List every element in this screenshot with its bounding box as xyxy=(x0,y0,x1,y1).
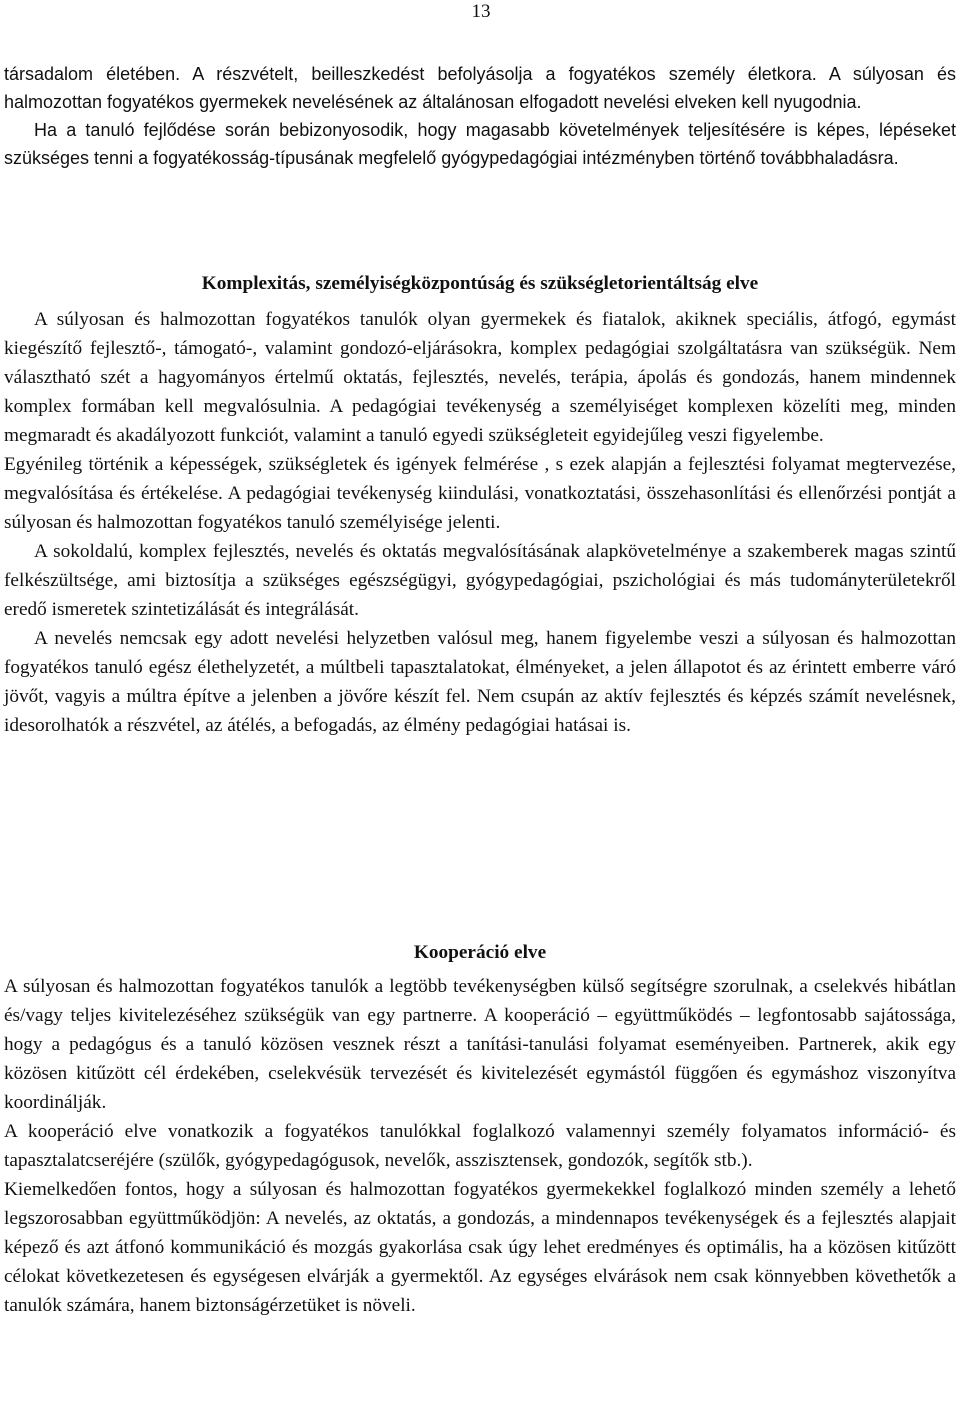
intro-text xyxy=(4,60,956,172)
komplexitas-paragraph-2: Egyénileg történik a képességek, szükségletek és igények felmérése , s ezek alapján a fejlesztési folyamat megtervezése, megvalósítása és értékelése. A pedagógiai tevékenység kiindulási, vonatkoztatási, összehasonlítási és ellenőrzési pontját a súlyosan és halmozottan fogyatékos tanuló személyisége jelenti. xyxy=(4,454,956,533)
komplexitas-paragraph-1: A súlyosan és halmozottan fogyatékos tanulók olyan gyermekek és fiatalok, akiknek speciális, átfogó, egymást kiegészítő fejlesztő-, támogató-, valamint gondozó-eljárásokra, komplex pedagógiai szolgáltatásra van szükségük. Nem választható szét a hagyományos értelmű oktatás, fejlesztés, nevelés, terápia, ápolás és gondozás, hanem mindennek komplex formában kell megvalósulnia. A pedagógiai tevékenység a személyiséget komplexen közelíti meg, minden megmaradt és akadályozott funkciót, valamint a tanuló egyedi szükségleteit egyidejűleg veszi figyelembe. xyxy=(4,309,956,446)
page-number: 13 xyxy=(471,1,491,22)
section-heading-komplexitas: Komplexitás, személyiségközpontúság és szükségletorientáltság elve xyxy=(201,273,759,294)
intro-paragraph-1: társadalom életében. A részvételt, beilleszkedést befolyásolja a fogyatékos személy életkora. A súlyosan és halmozottan fogyatékos gyermekek nevelésének az általánosan elfogadott nevelési elveken kell nyugodnia. xyxy=(4,64,956,112)
komplexitas-paragraph-4: A nevelés nemcsak egy adott nevelési helyzetben valósul meg, hanem figyelembe veszi a súlyosan és halmozottan fogyatékos tanuló egész élethelyzetét, a múltbeli tapasztalatokat, élményeket, a jelen állapotot és az érintett emberre váró jövőt, vagyis a múltra építve a jelenben a jövőre készít fel. Nem csupán az aktív fejlesztés és képzés számít nevelésnek, idesorolhatók a részvétel, az átélés, a befogadás, az élmény pedagógiai hatásai is. xyxy=(4,628,956,736)
komplexitas-paragraph-3: A sokoldalú, komplex fejlesztés, nevelés és oktatás megvalósításának alapkövetelménye a szakemberek magas szintű felkészültsége, ami biztosítja a szükséges egészségügyi, gyógypedagógiai, pszichológiai és más tudományterületekről eredő ismeretek szintetizálását és integrálását. xyxy=(4,541,956,620)
section-komplexitas-body xyxy=(4,305,956,740)
section-kooperacio-body xyxy=(4,972,956,1320)
kooperacio-paragraph-1: A súlyosan és halmozottan fogyatékos tanulók a legtöbb tevékenységben külső segítségre szorulnak, a cselekvés hibátlan és/vagy teljes kivitelezéséhez szükségük van egy partnerre. A kooperáció – együttműködés – legfontosabb sajátossága, hogy a pedagógus és a tanuló közösen vesznek részt a tanítási-tanulási folyamat eseményeiben. Partnerek, akik egy közösen kitűzött cél érdekében, cselekvésük tervezését és kivitelezését egymástól függően és egymáshoz viszonyítva koordinálják. xyxy=(4,976,956,1113)
intro-paragraph-2: Ha a tanuló fejlődése során bebizonyosodik, hogy magasabb követelmények teljesítésére is képes, lépéseket szükséges tenni a fogyatékosság-típusának megfelelő gyógypedagógiai intézményben történő továbbhaladásra. xyxy=(4,120,956,168)
section-heading-kooperacio: Kooperáció elve xyxy=(413,942,547,963)
kooperacio-paragraph-3: Kiemelkedően fontos, hogy a súlyosan és halmozottan fogyatékos gyermekekkel foglalkozó minden személy a lehető legszorosabban együttműködjön: A nevelés, az oktatás, a gondozás, a mindennapos tevékenységek és a fejlesztés alapjait képező és azt átfonó kommunikáció és mozgás gyakorlása csak úgy lehet eredményes és optimális, ha a közösen kitűzött célokat következetesen és egységesen elvárják a gyermektől. Az egységes elvárások nem csak könnyebben követhetők a tanulók számára, hanem biztonságérzetüket is növeli. xyxy=(4,1179,956,1316)
kooperacio-paragraph-2: A kooperáció elve vonatkozik a fogyatékos tanulókkal foglalkozó valamennyi személy folyamatos információ- és tapasztalatcseréjére (szülők, gyógypedagógusok, nevelők, asszisztensek, gondozók, segítők stb.). xyxy=(4,1121,956,1171)
